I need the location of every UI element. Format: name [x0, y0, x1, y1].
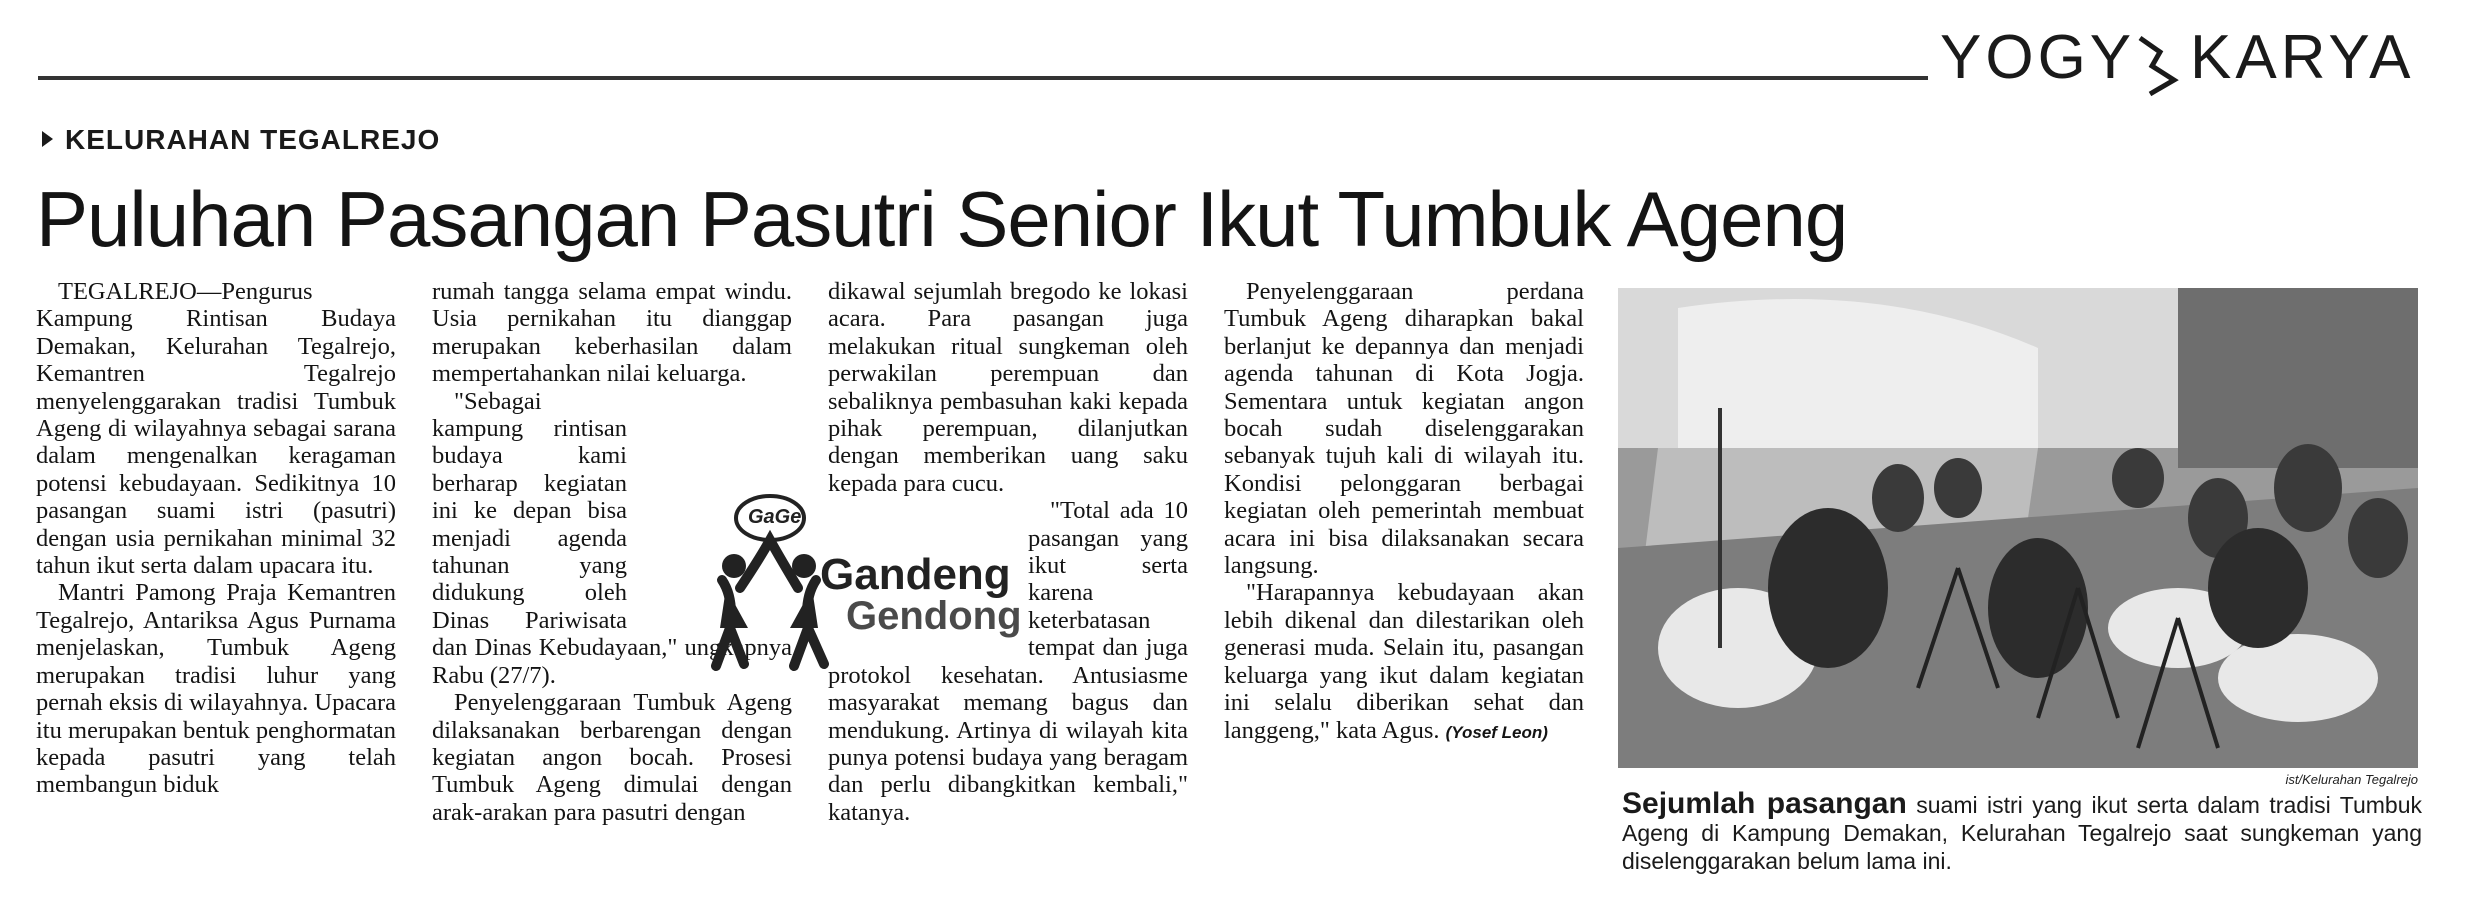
kicker-text: KELURAHAN TEGALREJO	[65, 124, 441, 155]
event-photo	[1618, 288, 2418, 768]
photo-credit: ist/Kelurahan Tegalrejo	[2285, 772, 2418, 787]
caption-lead: Sejumlah pasangan	[1622, 787, 1907, 820]
brand-monument-icon	[2130, 18, 2190, 98]
article-column-4	[1224, 278, 1584, 746]
brand-left: YOGY	[1940, 23, 2136, 92]
paragraph: TEGALREJO—Pengurus Kampung Rintisan Budaya Demakan, Kelurahan Tegalrejo, Kemantren Tegalrejo menyelenggarakan tradisi Tumbuk Ageng di wilayahnya sebagai sarana dalam mengenalkan keragaman potensi kebudayaan. Sedikitnya 10 pasangan suami istri (pasutri) dengan usia pernikahan minimal 32 tahun ikut serta dalam upacara itu.	[36, 278, 396, 580]
masthead-rule	[38, 76, 1928, 80]
paragraph: "Total ada 10 pasangan yang ikut serta karena keterbatasan tempat dan juga protokol kesehatan. Antusiasme masyarakat memang bagus dan mendukung. Artinya di wilayah kita punya potensi budaya yang beragam dan perlu dibangkitkan kembali," katanya.	[828, 497, 1188, 826]
paragraph: dikawal sejumlah bregodo ke lokasi acara. Para pasangan juga melakukan ritual sungkeman oleh perwakilan perempuan dan sebaliknya pembasuhan kaki kepada pihak perempuan, dilanjutkan dengan memberikan uang saku kepada para cucu.	[828, 278, 1188, 497]
caption-text: suami istri yang ikut serta dalam tradisi Tumbuk Ageng di Kampung Demakan, Kelurahan Tegalrejo saat sungkeman yang diselenggarakan belum lama ini.	[1622, 792, 2422, 874]
logo-line1: Gandeng	[820, 550, 1011, 599]
triangle-bullet-icon	[42, 131, 53, 147]
logo-badge: GaGe	[748, 506, 802, 528]
paragraph: Mantri Pamong Praja Kemantren Tegalrejo, Antariksa Agus Purnama menjelaskan, Tumbuk Ageng merupakan tradisi luhur yang pernah eksis di wilayahnya. Upacara itu merupakan bentuk penghormatan kepada pasutri yang telah membangun biduk	[36, 579, 396, 799]
byline: (Yosef Leon)	[1445, 722, 1548, 742]
paragraph: Penyelenggaraan Tumbuk Ageng dilaksanakan berbarengan dengan kegiatan angon bocah. Prosesi Tumbuk Ageng dimulai dengan arak-arakan para pasutri dengan	[432, 689, 792, 826]
section-brand	[1940, 18, 2440, 98]
gandeng-gendong-logo	[700, 488, 1060, 688]
article-headline: Puluhan Pasangan Pasutri Senior Ikut Tumbuk Ageng	[36, 175, 1848, 263]
article-column-1	[36, 278, 396, 799]
sungkeman-scene-image	[1618, 288, 2418, 768]
paragraph	[1224, 579, 1584, 745]
section-kicker	[42, 124, 440, 156]
paragraph: rumah tangga selama empat windu. Usia pernikahan itu dianggap merupakan keberhasilan dalam mempertahankan nilai keluarga.	[432, 278, 792, 388]
photo-caption	[1622, 787, 2422, 875]
paragraph: "Sebagai kampung rintisan budaya kami berharap kegiatan ini ke depan bisa menjadi agenda tahunan yang didukung oleh Dinas Pariwisata dan Dinas Kebudayaan," ungkapnya Rabu (27/7).	[432, 387, 792, 689]
closing-quote: "Harapannya kebudayaan akan lebih dikenal dan dilestarikan oleh generasi muda. Selain itu, pasangan keluarga yang ikut dalam kegiatan ini selalu diberikan sehat dan langgeng," kata Agus.	[1224, 579, 1584, 744]
logo-line2: Gendong	[846, 594, 1022, 638]
paragraph: Penyelenggaraan perdana Tumbuk Ageng diharapkan bakal berlanjut ke depannya dan menjadi agenda tahunan di Kota Jogja. Sementara untuk kegiatan angon bocah sudah diselenggarakan sebanyak tujuh kali di wilayah itu. Kondisi pelonggaran berbagai kegiatan oleh pemerintah membuat acara ini bisa dilaksanakan secara langsung.	[1224, 278, 1584, 580]
brand-right: KARYA	[2190, 23, 2415, 92]
